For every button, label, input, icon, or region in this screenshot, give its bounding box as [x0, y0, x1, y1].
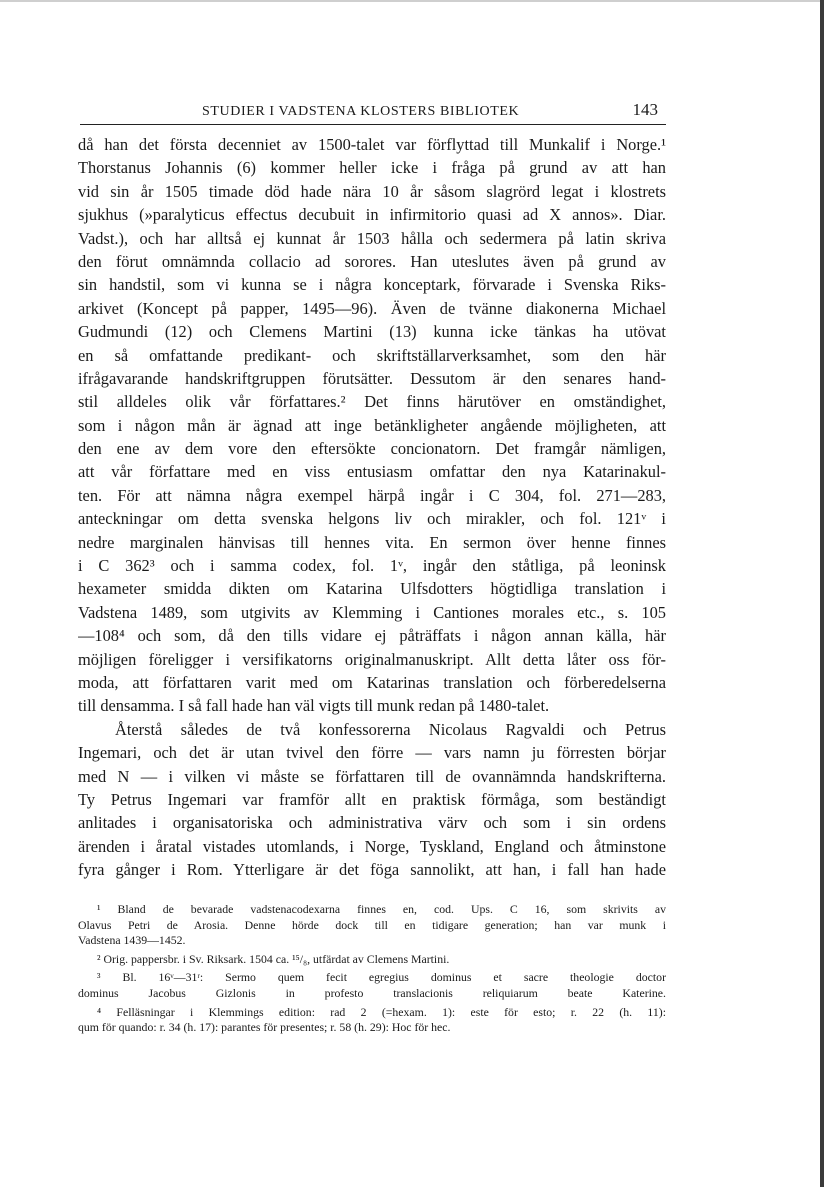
- text-line: en så omfattande predikant- och skriftställarverksamhet, som den här: [78, 345, 666, 365]
- text-line: att vår författare med en viss entusiasm omfattar den nya Katarinakul-: [78, 462, 666, 482]
- page-top-edge: [0, 0, 824, 2]
- text-line: Gudmundi (12) och Clemens Martini (13) kunna icke tänkas ha utövat: [78, 322, 666, 342]
- scan-edge-shadow: [820, 0, 824, 1187]
- footnote-1-cont: Vadstena 1439—1452.: [78, 933, 186, 948]
- text-line: vid sin år 1505 timade död hade nära 10 år såsom slagrörd legat i klostrets: [78, 181, 666, 201]
- text-line: ten. För att nämna några exempel härpå ingår i C 304, fol. 271—283,: [78, 485, 666, 505]
- text-line: fyra gånger i Rom. Ytterligare är det föga sannolikt, att han, i fall han hade: [78, 860, 666, 880]
- text-line: nedre marginalen hänvisas till hennes vita. En sermon över henne finnes: [78, 532, 666, 552]
- text-line: Thorstanus Johannis (6) kommer heller icke i fråga på grund av att han: [78, 158, 666, 178]
- text-line: Vadstena 1489, som utgivits av Klemming i Cantiones morales etc., s. 105: [78, 602, 666, 622]
- text-line: Vadst.), och har alltså ej kunnat år 1503 hålla och sedermera på latin skriva: [78, 228, 666, 248]
- footnote-4-cont: qum för quando: r. 34 (h. 17): parantes för presentes; r. 58 (h. 29): Hoc för hec.: [78, 1020, 451, 1035]
- text-line: möjligen föreligger i versifikatorns originalmanuskript. Allt detta låter oss för-: [78, 649, 666, 669]
- text-line: sjukhus (»paralyticus effectus decubuit in infirmitorio quasi ad X annos». Diar.: [78, 205, 666, 225]
- running-title: STUDIER I VADSTENA KLOSTERS BIBLIOTEK: [202, 104, 520, 119]
- text-line: sin handstil, som vi kunna se i några konceptark, förvarade i Svenska Riks-: [78, 275, 666, 295]
- page-header: [80, 98, 666, 126]
- text-line: till densamma. I så fall hade han väl vigts till munk redan på 1480-talet.: [78, 696, 550, 716]
- header-rule: [80, 124, 666, 125]
- text-line: Återstå således de två konfessorerna Nicolaus Ragvaldi och Petrus: [115, 719, 666, 739]
- footnote-2: ² Orig. pappersbr. i Sv. Riksark. 1504 ca. ¹⁵/₈, utfärdat av Clemens Martini.: [97, 951, 450, 966]
- text-line: ärenden i åratal vistades utomlands, i Norge, Tyskland, England och åtminstone: [78, 836, 666, 856]
- text-line: då han det första decenniet av 1500-talet var förflyttad till Munkalif i Norge.¹: [78, 135, 666, 154]
- footnote-3-cont: dominus Jacobus Gizlonis in profesto translacionis reliquiarum beate Katerine.: [78, 985, 666, 1000]
- text-line: den förut omnämnda collacio ad sorores. Han uteslutes även på grund av: [78, 251, 666, 271]
- text-line: —108⁴ och som, då den tills vidare ej påträffats i någon annan källa, här: [78, 626, 666, 646]
- text-line: Ingemari, och det är utan tvivel den förre — vars namn ju förresten börjar: [78, 743, 666, 763]
- text-line: Ty Petrus Ingemari var framför allt en praktisk förmåga, som beständigt: [78, 789, 666, 809]
- text-line: med N — i vilken vi måste se författaren till de ovannämnda handskrifterna.: [78, 766, 666, 786]
- text-line: anlitades i organisatoriska och administrativa värv och som i sin ordens: [78, 813, 666, 833]
- footnote-1: ¹ Bland de bevarade vadstenacodexarna finnes en, cod. Ups. C 16, som skrivits av: [97, 902, 666, 916]
- text-line: som i någon mån är ägnad att inge betänkligheter angående möjligheten, att: [78, 415, 666, 435]
- text-line: moda, att författaren varit med om Katarinas translation och förberedelserna: [78, 672, 666, 692]
- footnote-3: ³ Bl. 16ᵛ—31ʳ: Sermo quem fecit egregius dominus et sacre theologie doctor: [97, 970, 666, 985]
- main-text: [78, 133, 666, 882]
- text-line: i C 362³ och i samma codex, fol. 1ᵛ, ingår den ståtliga, på leoninsk: [78, 556, 666, 576]
- text-line: den ene av dem vore den eftersökte concionatorn. Det framgår nämligen,: [78, 439, 666, 459]
- text-line: hexameter smidda dikten om Katarina Ulfsdotters högtidliga translation i: [78, 579, 666, 599]
- text-line: ifrågavarande handskriftgruppen förutsätter. Dessutom är den senares hand-: [78, 368, 666, 388]
- text-line: arkivet (Koncept på papper, 1495—96). Även de tvänne diakonerna Michael: [78, 298, 666, 318]
- page-number: 143: [632, 100, 658, 119]
- footnotes: [78, 902, 666, 1036]
- text-line: anteckningar om detta svenska helgons liv och mirakler, och fol. 121ᵛ i: [78, 509, 666, 529]
- footnote-1-cont: Olavus Petri de Arosia. Denne hörde dock till en tidigare generation; han var munk i: [78, 917, 666, 932]
- footnote-4: ⁴ Felläsningar i Klemmings edition: rad 2 (=hexam. 1): este för esto; r. 22 (h. 11):: [97, 1004, 666, 1019]
- text-line: stil alldeles olik vår författares.² Det finns härutöver en omständighet,: [78, 392, 666, 412]
